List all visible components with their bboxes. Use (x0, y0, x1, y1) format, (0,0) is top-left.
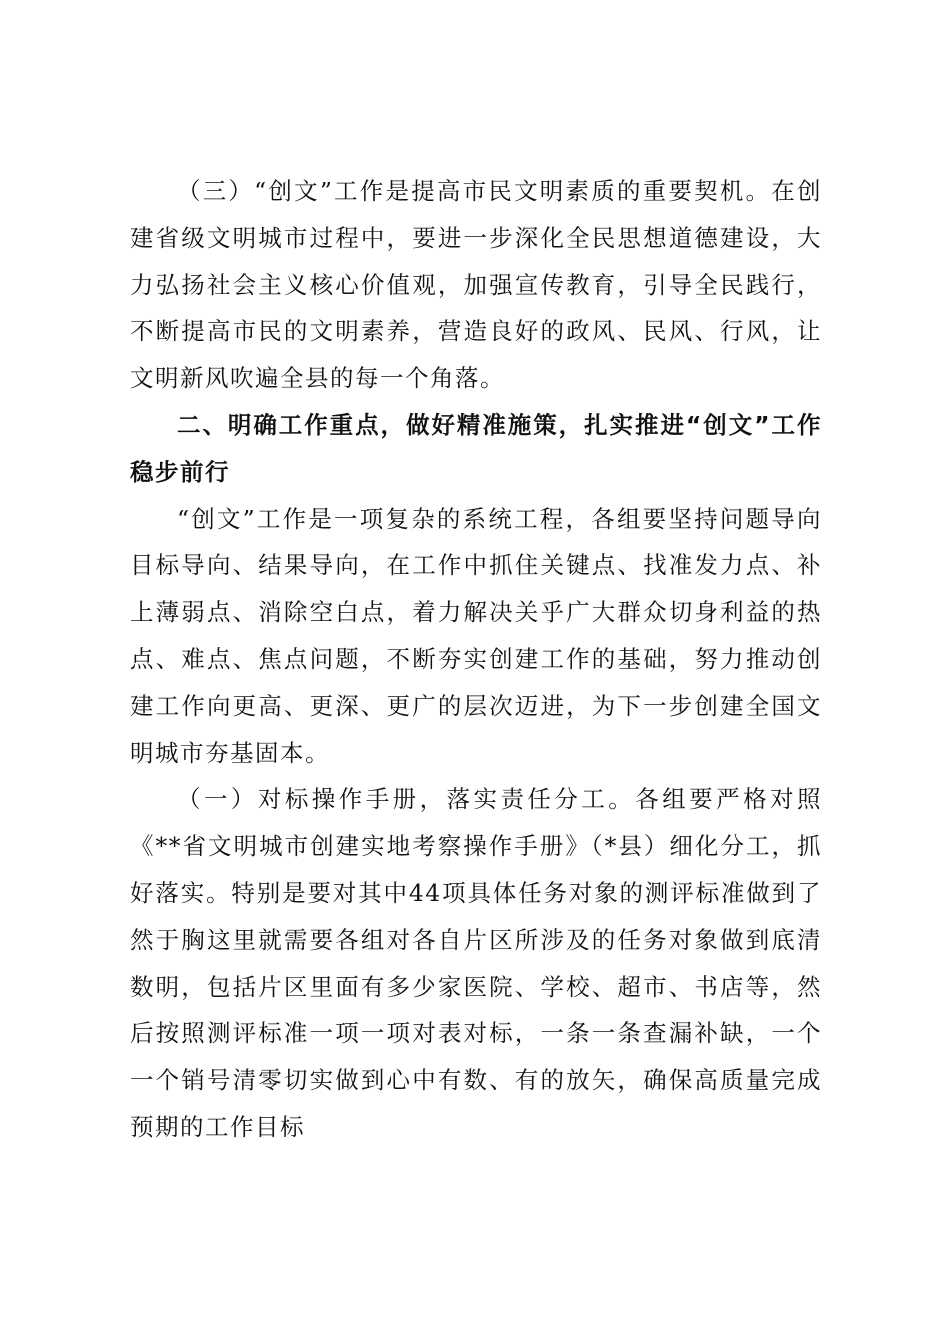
paragraph-subsection-1: （一）对标操作手册，落实责任分工。各组要严格对照《**省文明城市创建实地考察操作手册》（*县）细化分工，抓好落实。特别是要对其中44项具体任务对象的测评标准做到了然于胸这里就需要各组对各自片区所涉及的任务对象做到底清数明，包括片区里面有多少家医院、学校、超市、书店等，然后按照测评标准一项一项对表对标，一条一条查漏补缺，一个一个销号清零切实做到心中有数、有的放矢，确保高质量完成预期的工作目标 (130, 785, 822, 1141)
document-body (130, 168, 822, 1151)
paragraph-intro: “创文”工作是一项复杂的系统工程，各组要坚持问题导向目标导向、结果导向，在工作中抓住关键点、找准发力点、补上薄弱点、消除空白点，着力解决关乎广大群众切身利益的热点、难点、焦点问题，不断夯实创建工作的基础，努力推动创建工作向更高、更深、更广的层次迈进，为下一步创建全国文明城市夯基固本。 (130, 504, 822, 767)
paragraph-section-3: （三）“创文”工作是提高市民文明素质的重要契机。在创建省级文明城市过程中，要进一步深化全民思想道德建设，大力弘扬社会主义核心价值观，加强宣传教育，引导全民践行，不断提高市民的文明素养，营造良好的政风、民风、行风，让文明新风吹遍全县的每一个角落。 (130, 177, 822, 393)
section-heading-2: 二、明确工作重点，做好精准施策，扎实推进“创文”工作稳步前行 (130, 410, 822, 486)
